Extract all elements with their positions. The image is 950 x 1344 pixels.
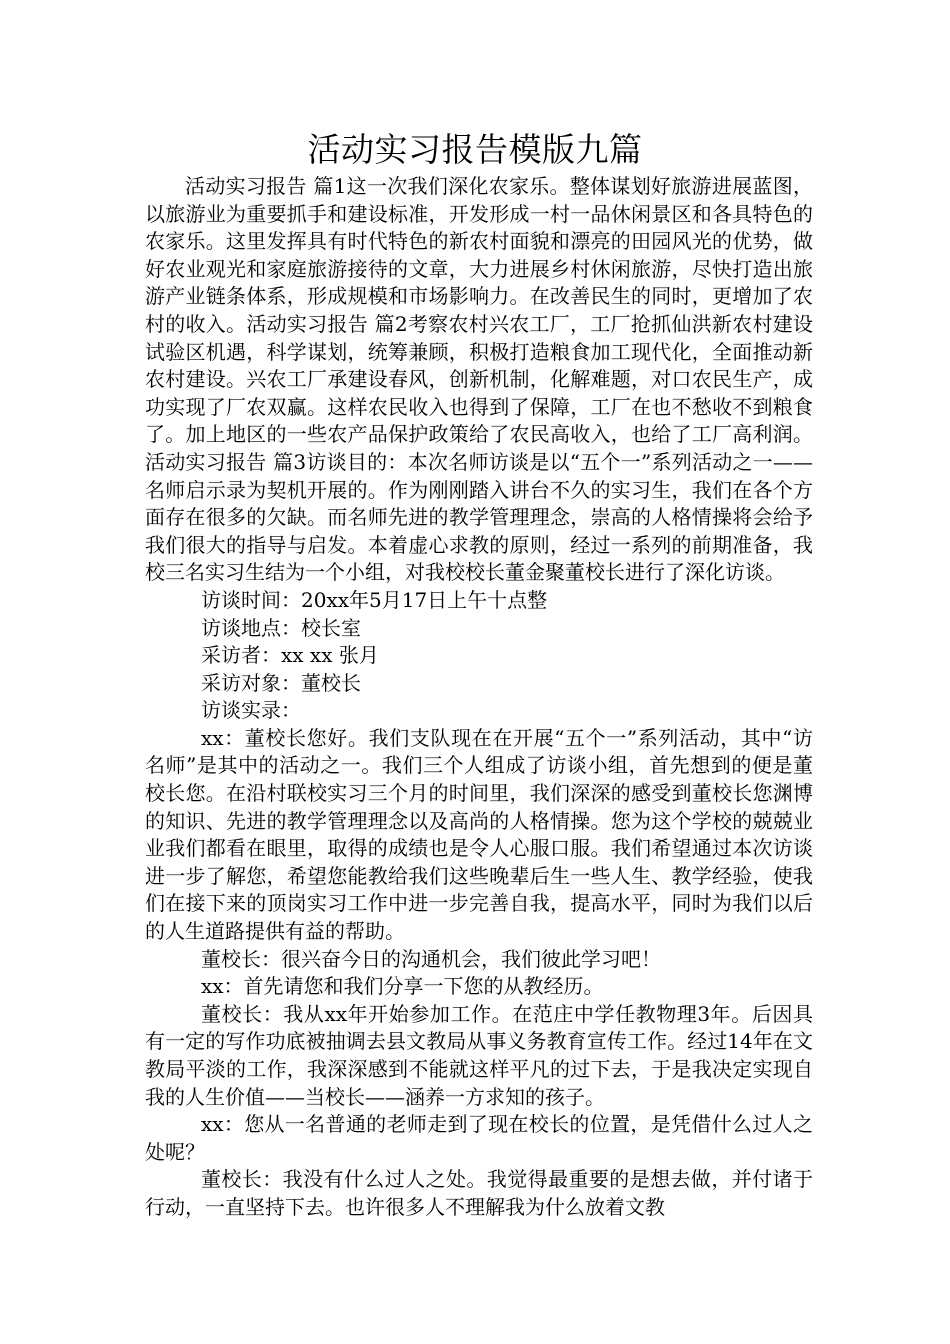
document-body	[145, 173, 813, 1222]
paragraph-transcript-heading: 访谈实录：	[201, 698, 301, 723]
paragraph-dialogue: xx：您从一名普通的老师走到了现在校长的位置，是凭借什么过人之处呢？	[145, 1112, 813, 1164]
paragraph-interviewee: 采访对象：董校长	[201, 670, 361, 695]
paragraph-dialogue: xx：董校长您好。我们支队现在在开展“五个一”系列活动，其中“访名师”是其中的活动之一。我们三个人组成了访谈小组，首先想到的便是董校长您。在沿村联校实习三个月的时间里，我们深深的感受到董校长您渊博的知识、先进的教学管理理念以及高尚的人格情操。您为这个学校的兢兢业业我们都看在眼里，取得的成绩也是令人心服口服。我们希望通过本次访谈进一步了解您，希望您能教给我们这些晚辈后生一些人生、教学经验，使我们在接下来的顶岗实习工作中进一步完善自我，提高水平，同时为我们以后的人生道路提供有益的帮助。	[145, 725, 813, 944]
paragraph-dialogue: 董校长：我没有什么过人之处。我觉得最重要的是想去做，并付诸于行动，一直坚持下去。也许很多人不理解我为什么放着文教	[145, 1167, 813, 1219]
paragraph-interview-location: 访谈地点：校长室	[201, 615, 361, 640]
paragraph-reports: 活动实习报告 篇1这一次我们深化农家乐。整体谋划好旅游进展蓝图，以旅游业为重要抓手和建设标准，开发形成一村一品休闲景区和各具特色的农家乐。这里发挥具有时代特色的新农村面貌和漂亮的田园风光的优势，做好农业观光和家庭旅游接待的文章，大力进展乡村休闲旅游，尽快打造出旅游产业链条体系，形成规模和市场影响力。在改善民生的同时，更增加了农村的收入。活动实习报告 篇2考察农村兴农工厂，工厂抢抓仙洪新农村建设试验区机遇，科学谋划，统筹兼顾，积极打造粮食加工现代化，全面推动新农村建设。兴农工厂承建设春风，创新机制，化解难题，对口农民生产，成功实现了厂农双赢。这样农民收入也得到了保障，工厂在也不愁收不到粮食了。加上地区的一些农产品保护政策给了农民高收入，也给了工厂高利润。活动实习报告 篇3访谈目的：本次名师访谈是以“五个一”系列活动之一——名师启示录为契机开展的。作为刚刚踏入讲台不久的实习生，我们在各个方面存在很多的欠缺。而名师先进的教学管理理念，崇高的人格情操将会给予我们很大的指导与启发。本着虚心求教的原则，经过一系列的前期准备，我校三名实习生结为一个小组，对我校校长董金聚董校长进行了深化访谈。	[145, 174, 813, 585]
paragraph-dialogue: 董校长：我从xx年开始参加工作。在范庄中学任教物理3年。后因具有一定的写作功底被抽调去县文教局从事义务教育宣传工作。经过14年在文教局平淡的工作，我深深感到不能就这样平凡的过下去，于是我决定实现自我的人生价值——当校长——涵养一方求知的孩子。	[145, 1001, 813, 1109]
paragraph-interview-time: 访谈时间：20xx年5月17日上午十点整	[201, 587, 548, 612]
paragraph-dialogue: 董校长：很兴奋今日的沟通机会，我们彼此学习吧！	[201, 946, 661, 971]
document-title: 活动实习报告模版九篇	[307, 130, 643, 169]
paragraph-interviewers: 采访者：xx xx 张月	[201, 643, 379, 668]
paragraph-dialogue: xx：首先请您和我们分享一下您的从教经历。	[201, 974, 604, 999]
